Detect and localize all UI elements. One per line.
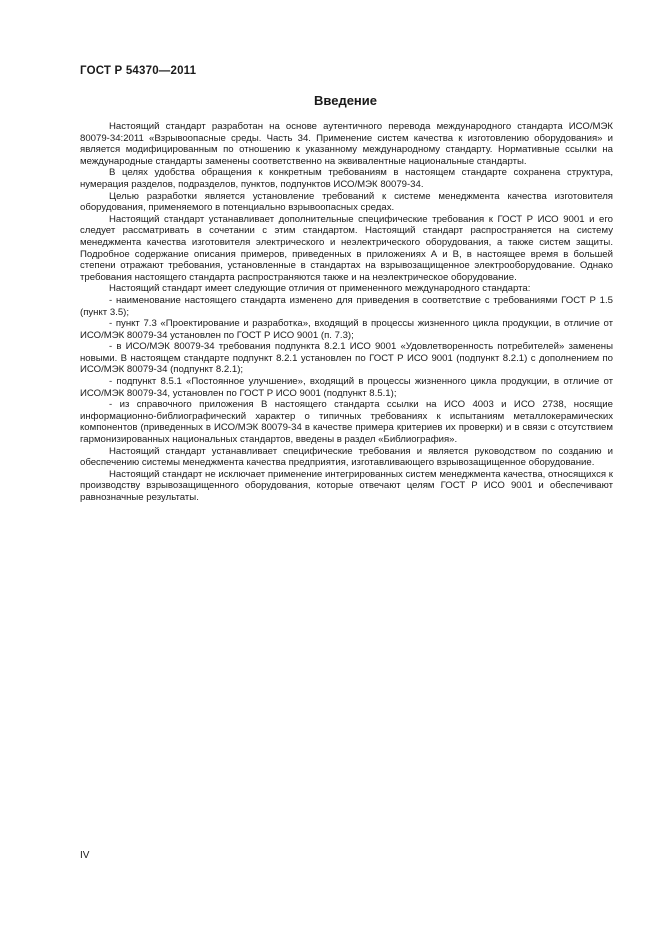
list-item: - пункт 7.3 «Проектирование и разработка», входящий в процессы жизненного цикла продукции, в отличие от ИСО/МЭК 80079-34 установлен по ГОСТ Р ИСО 9001 (п. 7.3); bbox=[80, 318, 613, 341]
paragraph: Настоящий стандарт разработан на основе аутентичного перевода международного стандарта ИСО/МЭК 80079-34:2011 «Взрывоопасные среды. Часть 34. Применение систем качества к изготовлению оборудования» и является модифицированным по отношению к указанному международному стандарту. Нормативные ссылки на международные стандарты заменены соответственно на эквивалентные национальные стандарты. bbox=[80, 121, 613, 167]
paragraph: Настоящий стандарт имеет следующие отличия от примененного международного стандарта: bbox=[109, 283, 531, 295]
list-item: - наименование настоящего стандарта изменено для приведения в соответствие с требованиями ГОСТ Р 1.5 (пункт 3.5); bbox=[80, 294, 613, 318]
paragraph: Целью разработки является установление требований к системе менеджмента качества изготовителя оборудования, применяемого в потенциально взрывоопасных средах. bbox=[80, 190, 613, 214]
page-number: IV bbox=[80, 850, 90, 861]
list-item: - из справочного приложения В настоящего стандарта ссылки на ИСО 4003 и ИСО 2738, носящие информационно-библиографический характер о типичных требованиях к испытаниям металлокерамических компонентов (приведенных в ИСО/МЭК 80079-34 в качестве примера критериев их проверки) и в связи с отсутствием гармонизированных национальных стандартов, введены в раздел «Библиография». bbox=[80, 399, 613, 446]
section-title: Введение bbox=[314, 93, 377, 108]
paragraph: Настоящий стандарт устанавливает дополнительные специфические требования к ГОСТ Р ИСО 9001 и его следует рассматривать в сочетании с этим стандартом. Настоящий стандарт распространяется на систему менеджмента качества изготовителя электрического и неэлектрического оборудования, а также систем защиты. Подробное содержание описания примеров, приведенных в приложениях А и В, в настоящее время в большей степени отражают требования, установленные в стандартах на взрывозащищенное электрооборудование. Однако требования настоящего стандарта распространяются также и на неэлектрическое оборудование. bbox=[80, 213, 613, 283]
document-header: ГОСТ Р 54370—2011 bbox=[80, 65, 197, 77]
paragraph: Настоящий стандарт устанавливает специфические требования и является руководством по созданию и обеспечению системы менеджмента качества предприятия, изготавливающего взрывозащищенное оборудование. bbox=[80, 445, 613, 469]
paragraph: В целях удобства обращения к конкретным требованиям в настоящем стандарте сохранена структура, нумерация разделов, подразделов, пунктов, подпунктов ИСО/МЭК 80079-34. bbox=[80, 167, 613, 190]
list-item: - в ИСО/МЭК 80079-34 требования подпункта 8.2.1 ИСО 9001 «Удовлетворенность потребителей» заменены новыми. В настоящем стандарте подпункт 8.2.1 установлен по ГОСТ Р ИСО 9001 (подпункт 8.2.1) с дополнением по ИСО/МЭК 80079-34 (подпункт 8.2.1); bbox=[80, 341, 613, 376]
list-item: - подпункт 8.5.1 «Постоянное улучшение», входящий в процессы жизненного цикла продукции, в отличие от ИСО/МЭК 80079-34, установлен по ГОСТ Р ИСО 9001 (подпункт 8.5.1); bbox=[80, 376, 613, 399]
body-text bbox=[80, 121, 613, 504]
paragraph: Настоящий стандарт не исключает применение интегрированных систем менеджмента качества, относящихся к производству взрывозащищенного оборудования, которые отвечают целям ГОСТ Р ИСО 9001 и обеспечивают равнозначные результаты. bbox=[80, 468, 613, 503]
